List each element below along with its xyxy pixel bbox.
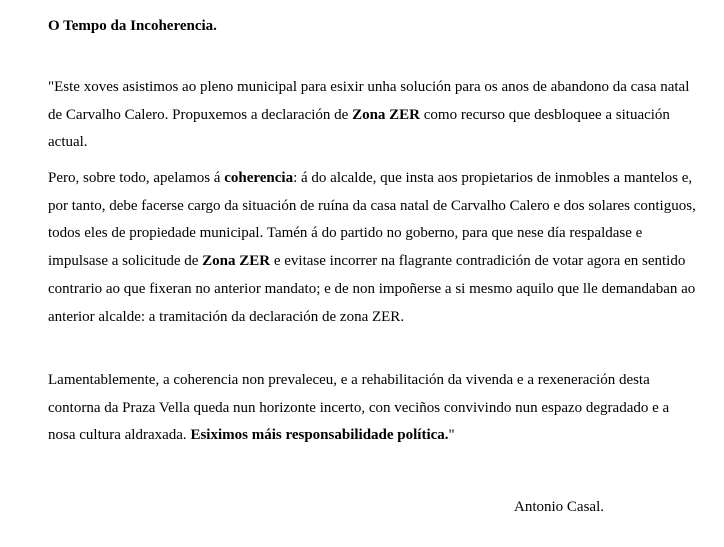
paragraph-3-bold-responsabilidade: Esiximos máis responsabilidade política. [190, 427, 449, 444]
paragraph-1 [48, 74, 698, 157]
paragraph-2-text-c: e evitase incorrer na flagrante contradición de votar agora en sentido contrario ao que fixeran no anterior mandato; e de non impoñerse a si mesmo aquilo que lle demandaban ao anterior alcalde: a tramitación da declaración de zona ZER. [48, 253, 696, 325]
paragraph-3-text-b: " [448, 427, 455, 444]
paragraph-2-bold-zona-zer: Zona ZER [202, 253, 271, 270]
document-title: O Tempo da Incoherencia. [48, 18, 217, 34]
paragraph-3-text-a: Lamentablemente, a coherencia non prevaleceu, e a rehabilitación da vivenda e a rexeneración desta contorna da Praza Vella queda nun horizonte incerto, con veciños convivindo nun espazo degradado e a nosa cultura aldraxada. [48, 372, 670, 444]
paragraph-2 [48, 165, 698, 331]
signature: Antonio Casal. [514, 499, 604, 515]
paragraph-1-text-a: "Este xoves asistimos ao pleno municipal para esixir unha solución para os anos de abandono da casa natal de Carvalho Calero. Propuxemos a declaración de [48, 79, 690, 123]
paragraph-2-text-b: : á do alcalde, que insta aos propietarios de inmobles a mantelos e, por tanto, debe facerse cargo da situación de ruína da casa natal de Carvalho Calero e dos solares contiguos, todos eles de propiedade municipal. Tamén á do partido no goberno, para que nese día respaldase e impulsase a solicitude de [48, 170, 696, 270]
paragraph-2-bold-coherencia: coherencia [224, 170, 294, 186]
paragraph-2-text-a: Pero, sobre todo, apelamos á [48, 170, 225, 186]
paragraph-3 [48, 367, 698, 450]
paragraph-1-bold-zona-zer: Zona ZER [352, 106, 421, 123]
paragraph-1-text-b: como recurso que desbloquee a situación actual. [48, 106, 670, 151]
